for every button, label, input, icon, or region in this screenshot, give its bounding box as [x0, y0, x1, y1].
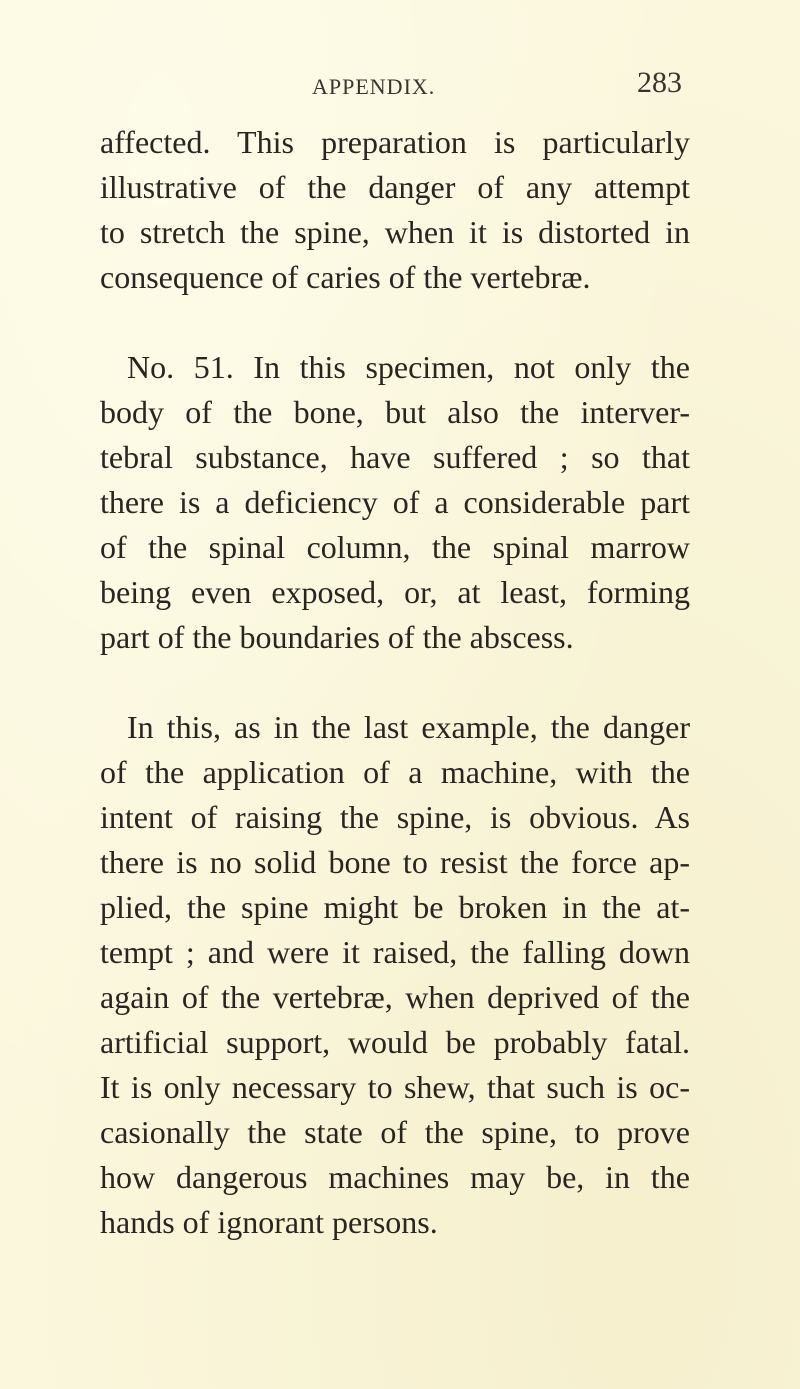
running-head [0, 66, 800, 106]
text-line: No. 51. In this specimen, not only the [127, 349, 690, 385]
text-line: plied, the spine might be broken in the at- [100, 889, 690, 925]
text-line: tebral substance, have suffered ; so that [100, 439, 690, 475]
text-line: intent of raising the spine, is obvious. As [100, 799, 690, 835]
text-line: illustrative of the danger of any attempt [100, 169, 690, 205]
paragraph-2 [100, 345, 690, 660]
body-text [100, 120, 690, 1245]
text-line: casionally the state of the spine, to prove [100, 1114, 690, 1150]
text-line: again of the vertebræ, when deprived of the [100, 979, 690, 1015]
text-line: how dangerous machines may be, in the [100, 1159, 690, 1195]
text-line: of the application of a machine, with the [100, 754, 690, 790]
text-line: In this, as in the last example, the danger [127, 709, 690, 745]
text-line: of the spinal column, the spinal marrow [100, 529, 690, 565]
text-line: artificial support, would be probably fatal. [100, 1024, 690, 1060]
text-line: part of the boundaries of the abscess. [100, 619, 574, 655]
text-line: tempt ; and were it raised, the falling down [100, 934, 690, 970]
text-line: hands of ignorant persons. [100, 1204, 438, 1240]
text-line: to stretch the spine, when it is distorted in [100, 214, 690, 250]
page-number: 283 [637, 66, 682, 99]
text-line: there is a deficiency of a considerable part [100, 484, 690, 520]
paragraph-3 [100, 705, 690, 1245]
text-line: body of the bone, but also the interver- [100, 394, 690, 430]
text-line: consequence of caries of the vertebræ. [100, 259, 591, 295]
text-line: It is only necessary to shew, that such is oc- [100, 1069, 690, 1105]
text-line: being even exposed, or, at least, forming [100, 574, 690, 610]
paragraph-1 [100, 120, 690, 300]
running-title: APPENDIX. [312, 74, 436, 99]
text-line: there is no solid bone to resist the force ap- [100, 844, 690, 880]
text-line: affected. This preparation is particularly [100, 124, 690, 160]
